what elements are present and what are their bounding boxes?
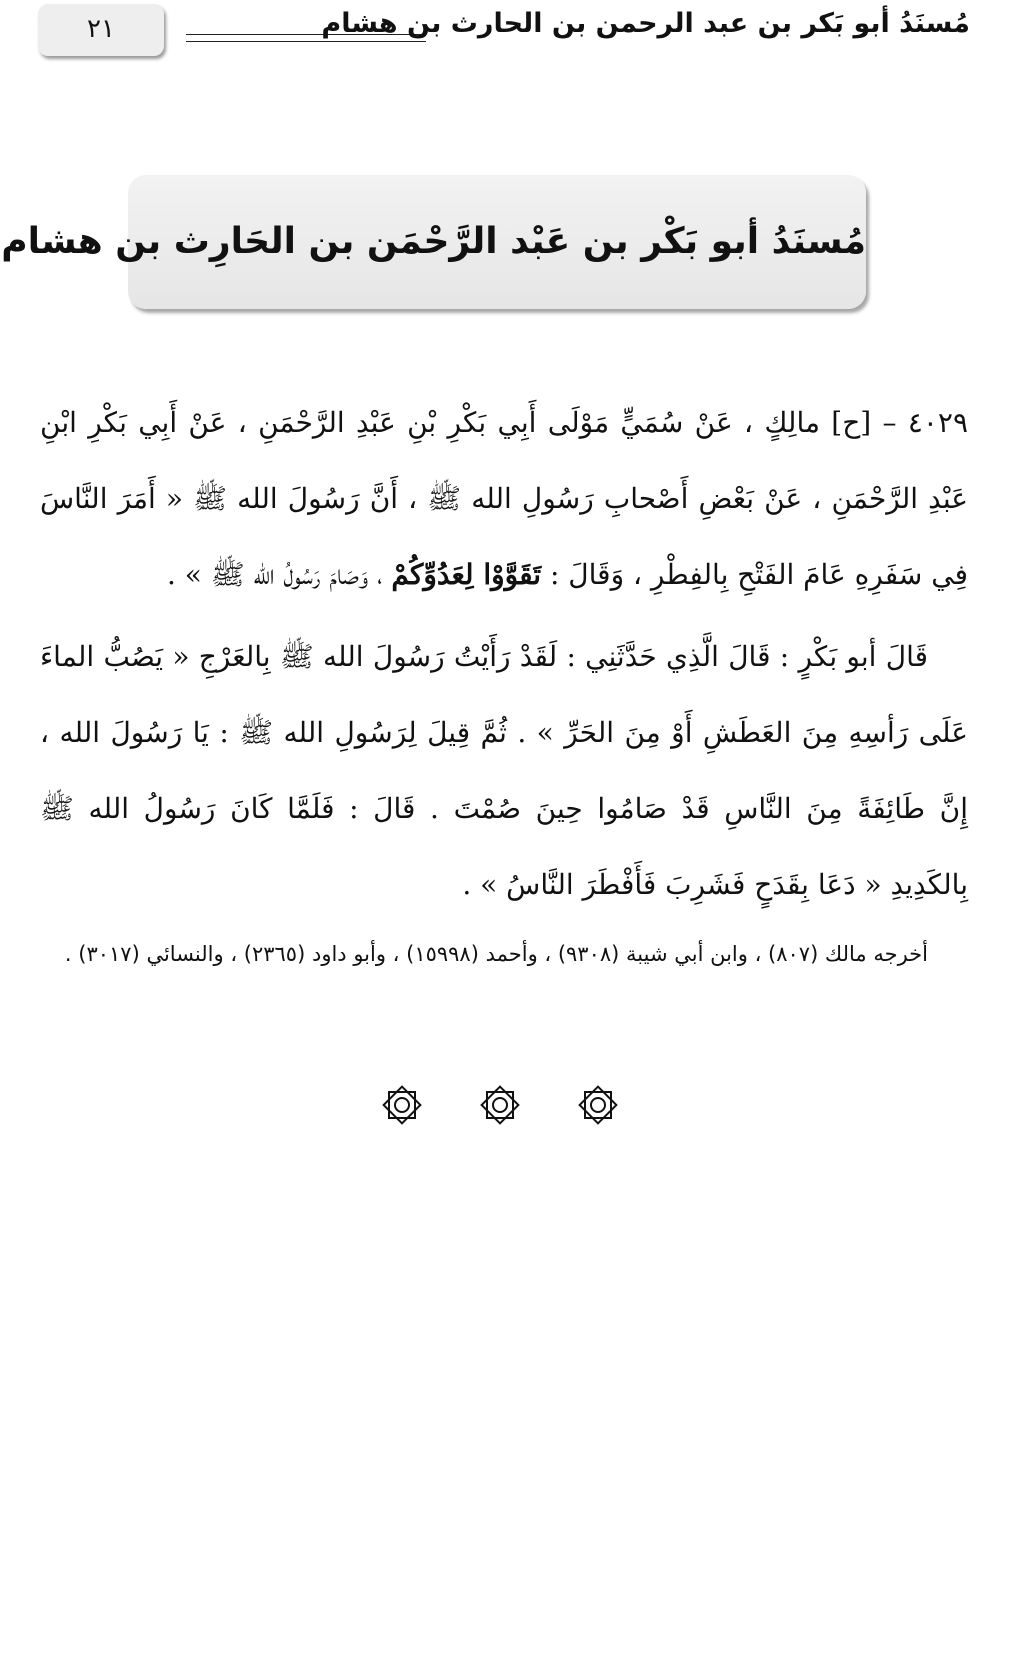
hadith-text bbox=[40, 385, 968, 923]
star-icon bbox=[576, 1083, 620, 1127]
hadith-paragraph-1 bbox=[40, 385, 968, 613]
page-number-tab: ٢١ bbox=[38, 4, 164, 56]
section-title: مُسنَدُ أبو بَكْر بن عَبْد الرَّحْمَن بن الحَارِث بن هشام bbox=[1, 221, 866, 262]
page-header bbox=[0, 0, 1010, 70]
footnote: أخرجه مالك (٨٠٧) ، وابن أبي شيبة (٩٣٠٨) ، وأحمد (١٥٩٩٨) ، وأبو داود (٢٣٦٥) ، والنسائي (٣٠١٧) . bbox=[64, 942, 928, 966]
hadith-bold-quote: تَقَوَّوْا لِعَدُوِّكُمْ bbox=[391, 558, 542, 591]
star-icon bbox=[380, 1083, 424, 1127]
hadith-paragraph-2: قَالَ أبو بَكْرٍ : قَالَ الَّذِي حَدَّثَنِي : لَقَدْ رَأَيْتُ رَسُولَ الله ﷺ بِالعَرْجِ « يَصُبُّ الماءَ عَلَى رَأسِهِ مِنَ العَطَشِ أَوْ مِنَ الحَرِّ » . ثُمَّ قِيلَ لِرَسُولِ الله ﷺ : يَا رَسُولَ الله ، إِنَّ طَائِفَةً مِنَ النَّاسِ قَدْ صَامُوا حِينَ صُمْتَ . قَالَ : فَلَمَّا كَانَ رَسُولُ الله ﷺ بِالكَدِيدِ « دَعَا بِقَدَحٍ فَشَرِبَ فَأَفْطَرَ النَّاسُ » . bbox=[40, 640, 968, 901]
section-title-box bbox=[1, 175, 866, 309]
star-icon bbox=[478, 1083, 522, 1127]
running-title: مُسنَدُ أبو بَكر بن عبد الرحمن بن الحارث بن هشام bbox=[321, 8, 970, 39]
hadith-para1-start: ٤٠٢٩ – [ح] مالِكٍ ، عَنْ سُمَيٍّ مَوْلَى أَبِي بَكْرِ بْنِ عَبْدِ الرَّحْمَنِ ، عَنْ أَبِي بَكْرِ ابْنِ عَبْدِ الرَّحْمَنِ ، عَنْ بَعْضِ أَصْحابِ رَسُولِ الله ﷺ ، أَنَّ رَسُولَ الله ﷺ « أَمَرَ النَّاسَ فِي سَفَرِهِ عَامَ الفَتْحِ بِالفِطْرِ ، وَقَالَ : bbox=[40, 406, 968, 591]
section-end-ornaments bbox=[380, 1083, 620, 1133]
hadith-para1-end: ، وَصَامَ رَسُولُ الله ﷺ » . bbox=[166, 558, 383, 591]
